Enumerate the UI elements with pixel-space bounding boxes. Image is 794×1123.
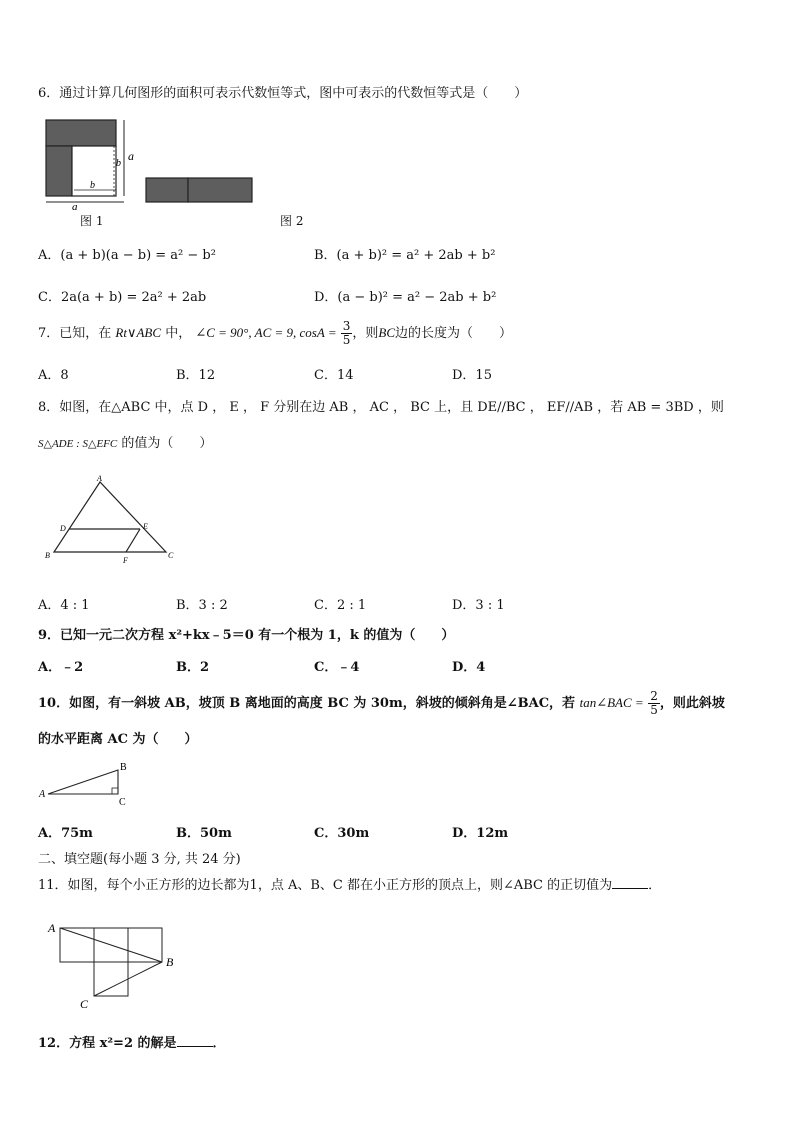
q7-fraction [341, 320, 353, 347]
q6-label-b-bottom: b [90, 180, 95, 191]
q11-grid-square [60, 928, 94, 962]
q11-label-a: A [48, 921, 56, 935]
q9-stem: 9．已知一元二次方程 x²+kx﹣5＝0 有一个根为 1，k 的值为（ ） [38, 628, 455, 643]
q6-label-a-side: a [128, 149, 134, 163]
q7-frac-num: 3 [342, 319, 351, 333]
q11-grid-square [128, 928, 162, 962]
q8-area-ratio: S△ADE : S△EFC [38, 438, 118, 450]
q10-triangle [48, 770, 118, 794]
q6-option-b[interactable]: B．(a + b)² = a² + 2ab + b² [314, 248, 496, 263]
q8-label-f: F [123, 556, 128, 565]
q7-option-c[interactable]: C．14 [314, 368, 354, 383]
q8-label-a: A [97, 474, 102, 483]
q11-grid-figure [44, 918, 184, 1010]
q8-stem-line2 [38, 432, 212, 451]
q6-stem: 6．通过计算几何图形的面积可表示代数恒等式，图中可表示的代数恒等式是（ ） [38, 86, 528, 101]
q10-fraction [648, 690, 660, 717]
q10-option-c[interactable]: C．30m [314, 826, 370, 841]
q9-option-c[interactable]: C．﹣4 [314, 660, 360, 675]
q11-answer-blank[interactable] [612, 888, 648, 889]
q10-frac-num: 2 [650, 689, 658, 703]
q11-segment-ab [60, 928, 162, 962]
q8-label-b: B [45, 551, 50, 560]
q6-figure-1 [40, 116, 140, 212]
q12-stem-post: ． [212, 1036, 226, 1051]
q7-stem-bc: BC [378, 325, 396, 340]
q12-stem-pre: 12．方程 x²=2 的解是 [38, 1036, 177, 1051]
q12-stem [38, 1032, 226, 1051]
q8-triangle-abc [54, 482, 166, 552]
q12-answer-blank[interactable] [177, 1046, 213, 1047]
q10-label-c: C [119, 797, 126, 808]
q7-stem-condition: ∠C = 90°, AC = 9, cosA = [195, 325, 337, 340]
q6-figure-2 [144, 176, 256, 204]
q6-option-a[interactable]: A．(a + b)(a − b) = a² − b² [38, 248, 216, 263]
q11-label-c: C [80, 997, 89, 1010]
q11-stem-post: ． [648, 878, 662, 893]
q8-label-e: E [143, 522, 148, 531]
q10-option-b[interactable]: B．50m [176, 826, 232, 841]
q10-option-a[interactable]: A．75m [38, 826, 93, 841]
q6-fig2-rect-left [146, 178, 188, 202]
q10-stem-line2: 的水平距离 AC 为（ ） [38, 732, 198, 747]
q9-option-a[interactable]: A．﹣2 [38, 660, 84, 675]
q10-frac-den: 5 [650, 703, 658, 717]
q8-option-d[interactable]: D．3 : 1 [452, 598, 505, 613]
q6-fig1-top-rect [46, 120, 116, 146]
q8-option-c[interactable]: C．2 : 1 [314, 598, 367, 613]
q10-label-a: A [39, 789, 46, 800]
q8-stem-tail: 的值为（ ） [121, 436, 213, 451]
q7-frac-den: 5 [342, 333, 351, 347]
q10-stem-pre: 10．如图，有一斜坡 AB，坡顶 B 离地面的高度 BC 为 30m，斜坡的倾斜角是∠BAC，若 [38, 696, 576, 711]
q6-caption-1: 图 1 [80, 214, 104, 228]
q7-option-d[interactable]: D．15 [452, 368, 492, 383]
section-2-heading: 二、填空题(每小题 3 分, 共 24 分) [38, 852, 241, 867]
q10-option-d[interactable]: D．12m [452, 826, 509, 841]
q6-label-a-bottom: a [72, 201, 78, 212]
q8-option-a[interactable]: A．4 : 1 [38, 598, 90, 613]
q8-label-d: D [60, 524, 66, 533]
q11-label-b: B [166, 955, 174, 969]
q8-stem-line1: 8．如图，在△ABC 中，点 D ， E ， F 分别在边 AB ， AC ， BC 上，且 DE//BC ， EF//AB ，若 AB = 3BD ，则 [38, 400, 724, 415]
q8-label-c: C [168, 551, 174, 560]
q11-grid-square [94, 962, 128, 996]
q7-stem-post: ，则 [352, 326, 379, 341]
q10-label-b: B [120, 762, 127, 773]
q7-stem-math: Rt∨ABC [115, 325, 162, 340]
q7-stem-pre: 7．已知，在 [38, 326, 112, 341]
q10-right-angle-mark [112, 788, 118, 794]
q9-option-d[interactable]: D．4 [452, 660, 486, 675]
q6-option-d[interactable]: D．(a − b)² = a² − 2ab + b² [314, 290, 497, 305]
q6-caption-2: 图 2 [280, 214, 304, 228]
q11-stem [38, 874, 661, 893]
q7-option-a[interactable]: A．8 [38, 368, 69, 383]
q7-stem [38, 320, 512, 347]
q7-option-b[interactable]: B．12 [176, 368, 216, 383]
q8-triangle-figure [40, 474, 180, 568]
q10-slope-figure [38, 760, 138, 810]
q10-stem-tan: tan∠BAC = [579, 695, 644, 710]
q8-option-b[interactable]: B．3 : 2 [176, 598, 228, 613]
q11-stem-pre: 11．如图，每个小正方形的边长都为1，点 A、B、C 都在小正方形的顶点上，则∠ABC 的正切值为 [38, 878, 613, 893]
q6-label-b-side: b [116, 158, 121, 169]
q10-stem-line1 [38, 690, 725, 717]
q6-fig1-left-rect [46, 146, 72, 196]
q7-stem-mid: 中， [165, 326, 192, 341]
q6-fig2-rect-right [188, 178, 252, 202]
q10-stem-post: ，则此斜坡 [659, 696, 725, 711]
q6-option-c[interactable]: C．2a(a + b) = 2a² + 2ab [38, 290, 207, 305]
q9-option-b[interactable]: B．2 [176, 660, 210, 675]
q7-stem-end: 边的长度为（ ） [395, 326, 513, 341]
q8-segment-ef [126, 529, 140, 552]
